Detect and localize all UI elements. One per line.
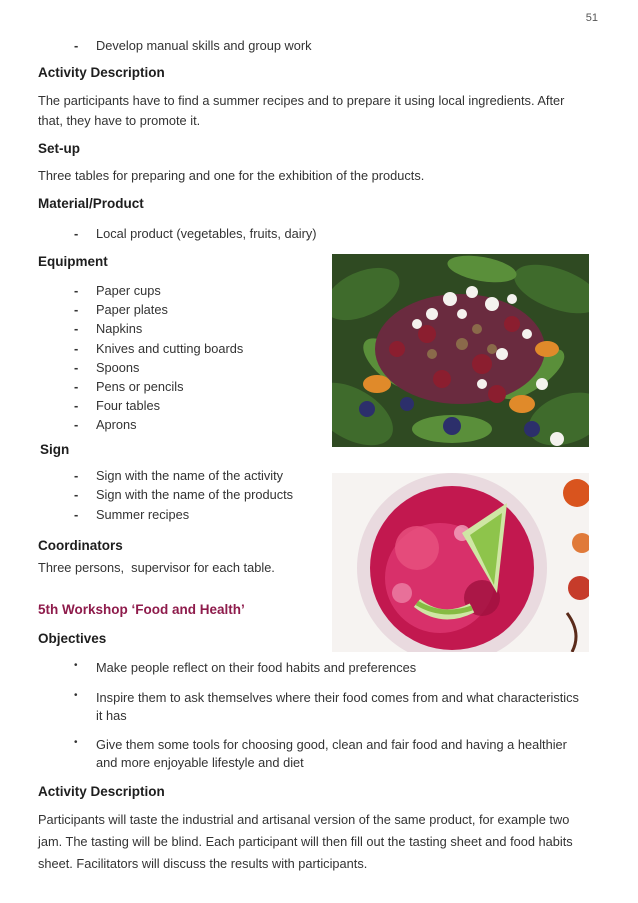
list-item-text: Knives and cutting boards: [96, 341, 244, 356]
text-line: sheet. Facilitators will discuss the results with participants.: [38, 856, 368, 871]
list-item: [74, 487, 294, 502]
text-line: Participants will taste the industrial and artisanal version of the same product, for example two: [38, 812, 570, 827]
list-item: [74, 302, 168, 317]
list-item-text: Give them some tools for choosing good, clean and fair food and having a healthier: [96, 737, 567, 752]
dash-marker: -: [74, 360, 79, 375]
list-item: [74, 468, 284, 483]
list-item: [74, 417, 137, 432]
section-heading-equipment: Equipment: [38, 254, 108, 269]
section-heading-activity-description-2: Activity Description: [38, 784, 165, 799]
dash-marker: -: [74, 302, 79, 317]
list-item: [74, 360, 140, 375]
section-heading-activity-description: Activity Description: [38, 65, 165, 80]
section-heading-sign: Sign: [40, 442, 70, 457]
list-item-text: Summer recipes: [96, 507, 190, 522]
text-line: The participants have to find a summer recipes and to prepare it using local ingredients. After: [38, 93, 565, 108]
list-item-text: Pens or pencils: [96, 379, 184, 394]
list-item: [74, 737, 567, 770]
list-item-text: Local product (vegetables, fruits, dairy): [96, 226, 317, 241]
list-item-text: Aprons: [96, 417, 137, 432]
list-item-text: Sign with the name of the products: [96, 487, 294, 502]
salad-illustration: [332, 254, 589, 447]
dash-marker: -: [74, 507, 79, 522]
section-heading-objectives: Objectives: [38, 631, 107, 646]
list-item-text: Sign with the name of the activity: [96, 468, 284, 483]
list-item: [74, 507, 190, 522]
text-line: that, they have to promote it.: [38, 113, 201, 128]
list-item-text: Paper plates: [96, 302, 168, 317]
dash-marker: -: [74, 321, 79, 336]
dash-marker: -: [74, 379, 79, 394]
list-item: [74, 38, 312, 53]
dash-marker: -: [74, 398, 79, 413]
list-item: [74, 660, 417, 675]
list-item: [74, 379, 184, 394]
dash-marker: -: [74, 417, 79, 432]
list-item: [74, 398, 161, 413]
bullet-marker: •: [74, 737, 78, 748]
section-heading-setup: Set-up: [38, 141, 80, 156]
dash-marker: -: [74, 283, 79, 298]
list-item: [74, 690, 579, 723]
list-item: [74, 283, 161, 298]
list-item-text: Four tables: [96, 398, 161, 413]
section-heading-material: Material/Product: [38, 196, 144, 211]
dash-marker: -: [74, 226, 79, 241]
list-item-text: Make people reflect on their food habits and preferences: [96, 660, 417, 675]
activity-description-text-2: [38, 809, 603, 875]
workshop-title: 5th Workshop ‘Food and Health’: [38, 602, 245, 617]
list-item-text-continued: and more enjoyable lifestyle and diet: [96, 755, 304, 770]
list-item-text: Inspire them to ask themselves where their food comes from and what characteristics: [96, 690, 579, 705]
drink-illustration: [332, 473, 589, 652]
list-item-text-continued: it has: [96, 708, 127, 723]
drink-photo: [332, 473, 589, 652]
dash-marker: -: [74, 487, 79, 502]
list-item-text: Napkins: [96, 321, 143, 336]
list-item: [74, 226, 317, 241]
list-item-text: Spoons: [96, 360, 140, 375]
activity-description-text: [38, 91, 603, 131]
list-item-text: Develop manual skills and group work: [96, 38, 312, 53]
section-heading-coordinators: Coordinators: [38, 538, 123, 553]
dash-marker: -: [74, 341, 79, 356]
list-item-text: Paper cups: [96, 283, 161, 298]
bullet-marker: •: [74, 660, 78, 671]
setup-text: Three tables for preparing and one for the exhibition of the products.: [38, 168, 425, 183]
bullet-marker: •: [74, 690, 78, 701]
page-number: 51: [585, 12, 598, 24]
dash-marker: -: [74, 38, 79, 53]
dash-marker: -: [74, 468, 79, 483]
list-item: [74, 341, 244, 356]
text-line: jam. The tasting will be blind. Each participant will then fill out the tasting sheet and food habits: [38, 834, 573, 849]
salad-photo: [332, 254, 589, 447]
coordinators-text: Three persons, supervisor for each table.: [38, 560, 275, 575]
list-item: [74, 321, 143, 336]
